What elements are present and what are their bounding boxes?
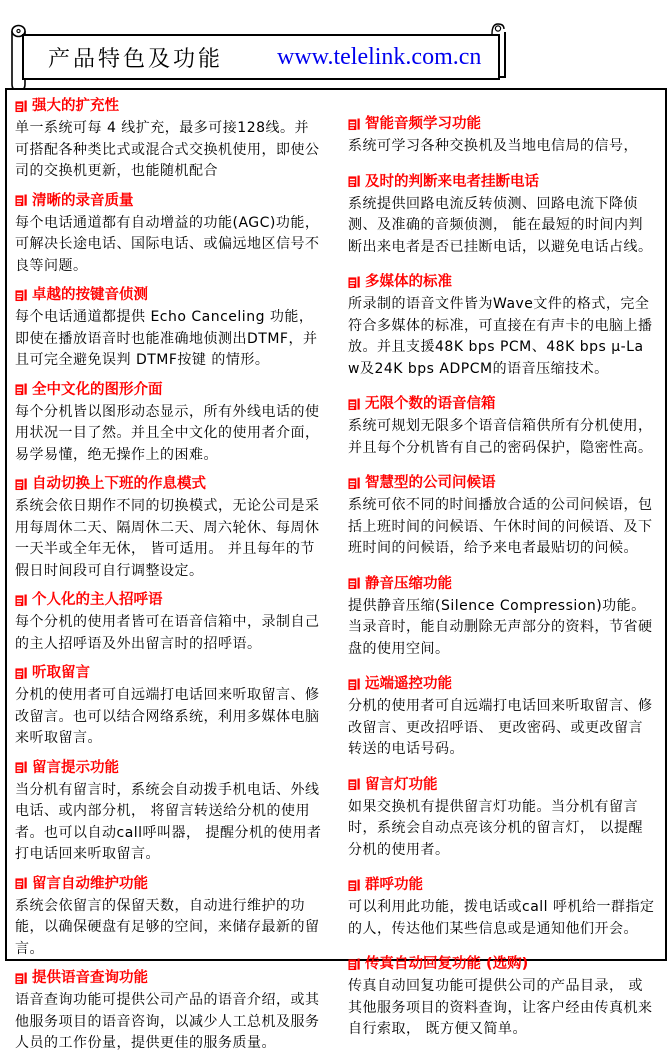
feature-bullet-icon	[348, 398, 360, 411]
feature-bullet-icon	[15, 667, 27, 680]
section-body-text: 系统可规划无限多个语音信箱供所有分机使用，并且每个分机皆有自己的密码保护，隐密性高。	[348, 418, 653, 456]
section-heading-text: 远端遥控功能	[365, 676, 452, 692]
section-body-text: 当分机有留言时，系统会自动拨手机电话、外线电话、或内部分机， 将留言转送给分机的使用者。也可以自动call呼叫器， 提醒分机的使用者打电话回来听取留言。	[15, 781, 322, 862]
section-heading-text: 群呼功能	[365, 877, 423, 893]
section-heading	[15, 192, 322, 210]
section-heading	[348, 955, 655, 973]
section-heading-text: 留言自动维护功能	[32, 875, 148, 892]
section-body-text: 每个电话通道都有自动增益的功能(AGC)功能，可解决长途电话、国际电话、或偏远地区信号不良等问题。	[15, 214, 320, 274]
right-column	[348, 97, 655, 1037]
section-body-text: 如果交换机有提供留言灯功能。当分机有留言时，系统会自动点亮该分机的留言灯， 以提醒分机的使用者。	[348, 798, 643, 858]
section-heading-text: 全中文化的图形介面	[32, 381, 163, 398]
feature-section	[348, 575, 655, 661]
section-heading	[15, 969, 322, 987]
section-heading	[15, 759, 322, 777]
section-heading	[348, 776, 655, 794]
section-heading-text: 多媒体的标准	[365, 274, 452, 290]
section-heading	[15, 875, 322, 893]
section-heading	[15, 664, 322, 682]
content-box	[5, 88, 667, 1051]
feature-section	[348, 474, 655, 560]
section-heading-text: 无限个数的语音信箱	[365, 396, 496, 412]
section-heading-text: 智慧型的公司问候语	[365, 475, 496, 491]
section-heading-text: 自动切换上下班的作息模式	[32, 476, 206, 492]
section-heading-text: 传真自动回复功能 (选购)	[365, 956, 529, 972]
feature-bullet-icon	[348, 958, 360, 971]
section-body-text: 每个分机的使用者皆可在语音信箱中，录制自己的主人招呼语及外出留言时的招呼语。	[15, 614, 320, 652]
section-heading	[348, 273, 655, 291]
section-body-text: 单一系统可每 4 线扩充，最多可接128线。并可搭配各种类比式或混合式交换机使用，即使公司的交换机更新，也能随机配合	[15, 120, 320, 179]
feature-section	[15, 475, 322, 582]
feature-section	[348, 115, 655, 158]
section-heading	[15, 591, 322, 609]
section-body-text: 每个分机皆以图形动态显示，所有外线电话的使用状况一目了然。并且全中文化的使用者介面，易学易懂，绝无操作上的困难。	[15, 403, 320, 463]
section-heading-text: 个人化的主人招呼语	[32, 592, 163, 608]
feature-bullet-icon	[15, 761, 27, 774]
website-link[interactable]: www.telelink.com.cn	[277, 43, 482, 70]
section-body-text: 每个电话通道都提供 Echo Canceling 功能，即使在播放语音时也能准确地侦测出DTMF，并且可完全避免误判 DTMF按键 的情形。	[15, 309, 318, 368]
feature-bullet-icon	[348, 879, 360, 892]
scroll-right-edge	[504, 32, 506, 78]
section-body-text: 可以利用此功能，拨电话或call 呼机给一群指定的人，传达他们某些信息或是通知他们开会。	[348, 899, 655, 937]
section-heading-text: 及时的判断来电者挂断电话	[365, 173, 539, 190]
section-body-text: 系统会依留言的保留天数，自动进行维护的功能，以确保硬盘有足够的空间，来储存最新的留言。	[15, 897, 320, 957]
feature-section	[348, 955, 655, 1041]
section-heading	[348, 173, 655, 191]
page-title: 产品特色及功能	[48, 46, 224, 72]
feature-bullet-icon	[15, 194, 27, 207]
section-body-text: 系统可学习各种交换机及当地电信局的信号，	[348, 138, 638, 154]
feature-section	[348, 876, 655, 940]
section-body-text: 提供静音压缩(Silence Compression)功能。当录音时，能自动删除无声部分的资料，节省硬盘的使用空间。	[348, 597, 653, 657]
section-heading	[15, 286, 322, 304]
scroll-right-foot	[498, 76, 506, 78]
section-body-text: 所录制的语音文件皆为Wave文件的格式，完全符合多媒体的标准，可直接在有声卡的电脑上播放。并且支援48K bps PCM、48K bps μ-Law及24K bps ADPCM的语音压缩技术。	[348, 296, 653, 377]
section-heading-text: 卓越的按键音侦测	[32, 287, 148, 303]
section-heading-text: 听取留言	[32, 665, 90, 681]
feature-section	[15, 381, 322, 467]
feature-bullet-icon	[15, 383, 27, 396]
banner-frame	[22, 34, 500, 80]
feature-bullet-icon	[348, 678, 360, 691]
feature-bullet-icon	[348, 276, 360, 289]
feature-bullet-icon	[348, 778, 360, 791]
section-heading	[348, 675, 655, 693]
left-column	[15, 97, 322, 1051]
feature-bullet-icon	[15, 100, 27, 113]
section-heading	[348, 474, 655, 492]
section-body-text: 系统提供回路电流反转侦测、回路电流下降侦测、及准确的音频侦测， 能在最短的时间内判断出来电者是否已挂断电话，以避免电话占线。	[348, 195, 653, 255]
feature-section	[15, 591, 322, 655]
section-heading	[15, 97, 322, 115]
section-heading-text: 留言灯功能	[365, 776, 438, 793]
feature-bullet-icon	[348, 175, 360, 188]
feature-section	[15, 759, 322, 866]
feature-section	[348, 173, 655, 259]
section-heading-text: 智能音频学习功能	[365, 116, 481, 132]
section-body-text: 传真自动回复功能可提供公司的产品目录， 或其他服务项目的资料查询，让客户经由传真机来自行索取， 既方便又简单。	[348, 978, 653, 1037]
feature-bullet-icon	[348, 577, 360, 590]
feature-section	[348, 395, 655, 459]
section-heading	[348, 115, 655, 133]
feature-section	[15, 192, 322, 278]
feature-bullet-icon	[348, 477, 360, 490]
section-body-text: 系统会依日期作不同的切换模式，无论公司是采用每周休二天、隔周休二天、周六轮休、每周休一天半或全年无休， 皆可适用。 并且每年的节假日时间段可自行调整设定。	[15, 498, 320, 579]
feature-bullet-icon	[15, 594, 27, 607]
section-heading	[15, 381, 322, 399]
section-body-text: 系统可依不同的时间播放合适的公司问候语，包括上班时间的问候语、午休时间的问候语、及下班时间的问候语，给予来电者最贴切的问候。	[348, 497, 653, 556]
section-heading-text: 强大的扩充性	[32, 98, 119, 114]
banner	[8, 18, 508, 90]
feature-bullet-icon	[15, 289, 27, 302]
section-heading	[348, 575, 655, 593]
feature-section	[348, 273, 655, 380]
section-body-text: 分机的使用者可自远端打电话回来听取留言、修改留言。也可以结合网络系统，利用多媒体电脑来听取留言。	[15, 687, 320, 746]
section-heading-text: 清晰的录音质量	[32, 192, 134, 209]
feature-bullet-icon	[348, 118, 360, 131]
feature-bullet-icon	[15, 972, 27, 985]
feature-bullet-icon	[15, 877, 27, 890]
feature-section	[15, 969, 322, 1055]
section-heading	[15, 475, 322, 493]
feature-section	[15, 97, 322, 183]
feature-bullet-icon	[15, 478, 27, 491]
feature-section	[15, 286, 322, 372]
section-heading-text: 静音压缩功能	[365, 575, 452, 592]
feature-section	[348, 675, 655, 761]
section-heading	[348, 395, 655, 413]
section-heading	[348, 876, 655, 894]
section-heading-text: 提供语音查询功能	[32, 970, 148, 986]
feature-section	[348, 776, 655, 862]
section-body-text: 语音查询功能可提供公司产品的语音介绍，或其他服务项目的语音咨询，以减少人工总机及服务人员的工作份量，提供更佳的服务质量。	[15, 992, 320, 1051]
feature-section	[15, 875, 322, 961]
section-heading-text: 留言提示功能	[32, 759, 119, 776]
section-body-text: 分机的使用者可自远端打电话回来听取留言、修改留言、更改招呼语、 更改密码、或更改留言转送的电话号码。	[348, 698, 653, 757]
feature-section	[15, 664, 322, 750]
